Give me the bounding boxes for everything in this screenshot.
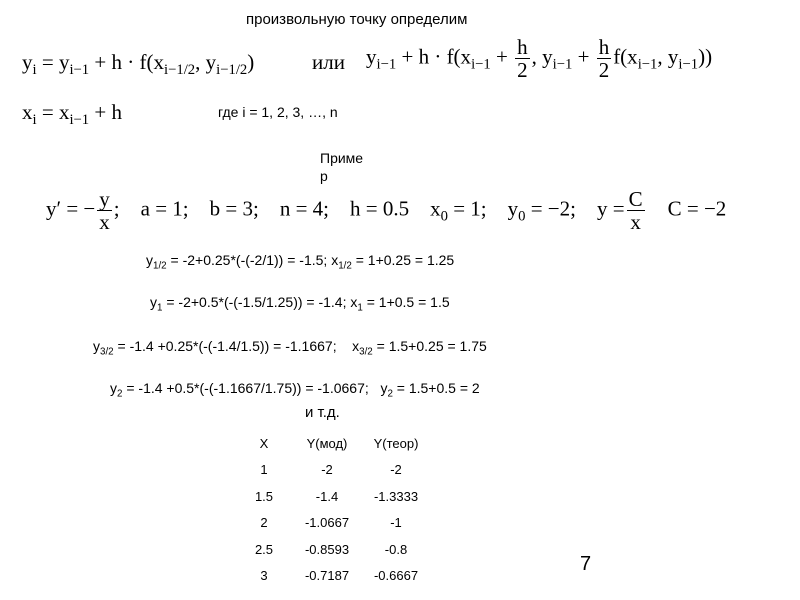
formula-sub: i−1 xyxy=(637,56,658,73)
formula-dot: · xyxy=(434,44,442,69)
calc-line-4: $y_2 = -1.4 +0.5*(-(-1.1667/1.75)) = -1.0667$; $y_2 = 1.5+0.5 = 2$ xyxy=(110,380,480,400)
table-cell: -0.8593 xyxy=(304,541,350,557)
param-b: b = 3; xyxy=(209,196,259,221)
formula-eq: = xyxy=(41,100,54,124)
formula-y: y xyxy=(366,44,377,69)
fraction-h-over-2: $\frac{h}{2}$ xyxy=(517,35,528,83)
formula-sub: i xyxy=(32,62,37,79)
formula-sub: i−1 xyxy=(678,56,699,73)
param-a: a = 1; xyxy=(140,196,189,221)
where-text: где i = 1, 2, 3, …, n xyxy=(218,104,338,120)
formula-x: x xyxy=(22,100,33,124)
results-table xyxy=(238,430,428,589)
param-semi: ; xyxy=(113,196,120,221)
table-cell: -0.6667 xyxy=(373,568,419,584)
formula-close: ) xyxy=(247,50,255,74)
formula-plus: + xyxy=(94,100,107,124)
calc-line-2: $y_1 = -2+0.5*(-(-1.5/1.25)) = -1.4$; $x_1 = 1+0.5 = 1.5$ xyxy=(150,294,450,314)
formula-comma-y: , y xyxy=(657,44,679,69)
calc-line-3: $y_{3/2} = -1.4 +0.25*(-(-1.4/1.5)) = -1.1667$; $x_{3/2} = 1.5+0.25 = 1.75$ xyxy=(93,338,487,358)
table-header-row xyxy=(238,430,428,457)
formula-close2: )) xyxy=(698,44,713,69)
formula-comma-y: , y xyxy=(195,50,217,74)
formula-sub: i−1 xyxy=(69,62,90,79)
formula-h: h xyxy=(418,44,430,69)
formula-comma-y: , y xyxy=(531,44,553,69)
x-step-formula xyxy=(22,100,122,129)
formula-f: f(x xyxy=(446,44,472,69)
formula-f: f(x xyxy=(613,44,638,69)
formula-plus: + xyxy=(94,50,107,74)
param-x0: x xyxy=(430,196,441,221)
euler-midpoint-formula xyxy=(22,50,255,79)
slide-heading: произвольную точку определим xyxy=(246,11,468,28)
param-h: h = 0.5 xyxy=(350,196,410,221)
table-cell: -1 xyxy=(390,515,402,531)
param-n: n = 4; xyxy=(279,196,329,221)
formula-sub: i−1 xyxy=(69,112,90,129)
or-word: или xyxy=(312,50,345,74)
table-cell: 1.5 xyxy=(254,488,274,504)
calc-line-1: $y_{1/2} = -2+0.25*(-(-2/1)) = -1.5$; $x_{1/2} = 1+0.25 = 1.25$ xyxy=(146,252,455,272)
example-label-wrap: р xyxy=(320,168,328,184)
formula-y: y xyxy=(58,50,70,74)
table-cell: -2 xyxy=(321,462,333,478)
formula-sub: i−1 xyxy=(376,56,397,73)
formula-plus: + xyxy=(577,44,590,69)
formula-sub: i−1/2 xyxy=(216,62,248,79)
table-row xyxy=(238,563,428,590)
formula-plus: + xyxy=(401,44,414,69)
fraction-h-over-2: $\frac{h}{2}$ xyxy=(598,35,610,83)
table-cell: 3 xyxy=(260,568,268,584)
page-number: 7 xyxy=(580,553,592,575)
table-cell: 2.5 xyxy=(254,541,274,557)
fraction-c-over-x: $\frac{C}{x}$ xyxy=(628,187,643,235)
table-row xyxy=(238,457,428,484)
formula-h: h xyxy=(111,100,122,124)
formula-plus: + xyxy=(496,44,508,69)
formula-sub: i xyxy=(32,112,37,129)
param-y0: y xyxy=(507,196,519,221)
table-cell: -1.4 xyxy=(315,488,339,504)
table-cell: 1 xyxy=(260,462,268,478)
param-c: C = −2 xyxy=(667,196,727,221)
table-cell: -2 xyxy=(390,462,402,478)
table-cell: 2 xyxy=(260,515,268,531)
formula-f: f(x xyxy=(139,50,164,74)
formula-sub: i−1/2 xyxy=(164,62,196,79)
table-cell: -0.8 xyxy=(384,541,408,557)
formula-y: y xyxy=(22,50,33,74)
formula-sub: i−1 xyxy=(552,56,573,73)
formula-sub: i−1 xyxy=(471,56,491,73)
table-header: Y(мод) xyxy=(306,435,348,451)
table-cell: -0.7187 xyxy=(304,568,350,584)
etc-text: и т.д. xyxy=(305,404,340,421)
table-row xyxy=(238,536,428,563)
table-row xyxy=(238,510,428,537)
formula-dot: · xyxy=(127,50,135,74)
table-header: Y(теор) xyxy=(373,435,419,451)
table-row xyxy=(238,483,428,510)
example-label: Приме xyxy=(320,150,364,166)
fraction-y-over-x: $\frac{y}{x}$ xyxy=(99,187,110,235)
example-params: y′ = − $\frac{y}{x}$ ; a = 1; b = 3; n = 4; h = 0.5 $x_0 = 1$; $y_0 = -2$; y = $\frac{C}{x}$ C = −2 xyxy=(46,187,727,235)
table-header: X xyxy=(259,435,269,451)
param-solution: y = xyxy=(597,196,625,221)
formula-x: x xyxy=(58,100,70,124)
table-cell: -1.3333 xyxy=(373,488,419,504)
formula-eq: = xyxy=(41,50,54,74)
param-yprime: y′ = − xyxy=(46,196,96,221)
alt-formula xyxy=(366,36,712,81)
formula-h: h xyxy=(111,50,122,74)
table-cell: -1.0667 xyxy=(304,515,350,531)
